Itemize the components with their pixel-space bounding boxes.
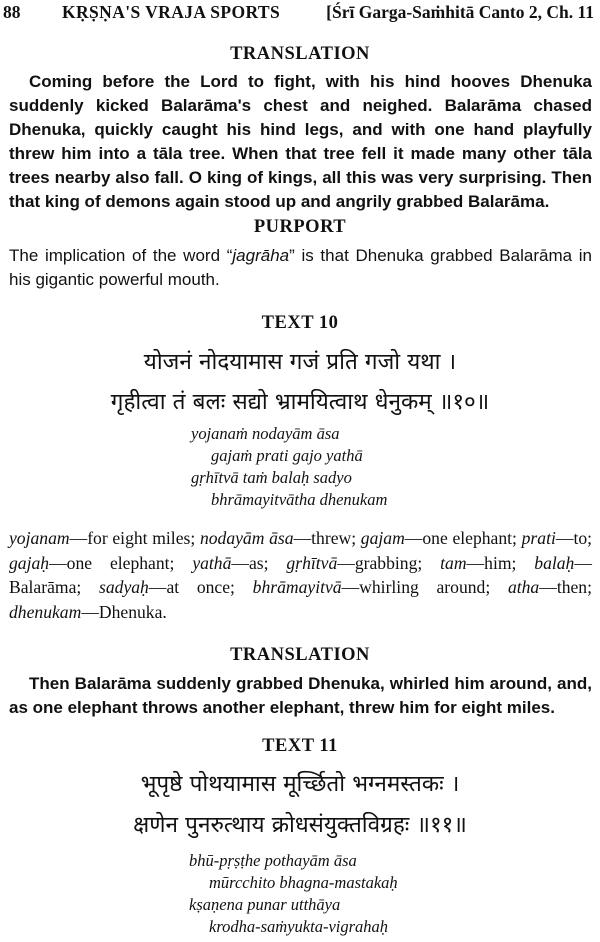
synonym-meaning: one elephant [422,528,513,548]
synonym-term: nodayām āsa [199,528,294,548]
transliteration-block [0,850,600,938]
translation-heading: TRANSLATION [230,44,370,64]
purport-text: The implication of the word “jagrāha” is that Dhenuka grabbed Balarāma in his gigantic powerful mouth. [9,246,592,289]
synonym-term: prati [521,528,556,548]
sanskrit-verse-line: योजनं नोदयामास गजं प्रति गजो यथा । [143,349,457,375]
synonym-term: balaḥ [534,552,575,573]
sanskrit-verse-line: क्षणेन पुनरुत्थाय क्रोधसंयुक्तविग्रहः ॥११॥ [133,812,467,838]
translation-heading: TRANSLATION [230,645,370,665]
synonym-meaning: as [249,552,264,573]
synonym-meaning: at once [166,577,231,597]
page-number: 88 [3,2,21,22]
book-title: KṚṢṆA'S VRAJA SPORTS [62,2,281,22]
synonym-meaning: Balarāma [9,577,77,597]
transliteration-line: gajaṁ prati gajo yathā [211,446,363,465]
synonym-term: yathā [192,552,232,573]
transliteration-line: bhū-pṛṣṭhe pothayām āsa [189,851,357,870]
synonym-term: bhrāmayitvā [252,577,342,597]
synonym-term: tam [440,552,467,573]
word-for-word-synonyms: yojanam—for eight miles; nodayām āsa—threw; gajam—one elephant; prati—to; gajaḥ—one elephant; yathā—as; gṛhītvā—grabbing; tam—him; balaḥ—Balarāma; sadyaḥ—at once; bhrāmayitvā—whirling around; atha—then; dhenukam—Dhenuka. [9,528,593,622]
purport-heading: PURPORT [253,217,347,237]
synonym-meaning: threw [311,528,352,548]
synonym-term: gajam [360,528,405,548]
purport-term: jagrāha [232,246,290,265]
synonym-meaning: him [484,552,512,573]
synonym-meaning: one elephant [66,552,170,573]
sanskrit-verse-line: गृहीत्वा तं बलः सद्यो भ्रामयित्वाथ धेनुकम् ॥१०॥ [110,389,490,415]
chapter-reference: [Śrī Garga-Saṁhitā Canto 2, Ch. 11 [326,2,594,22]
synonym-meaning: for eight miles [87,528,191,548]
synonym-meaning: Dhenuka [98,601,163,622]
synonym-term: atha [507,577,540,597]
transliteration-line: kṣaṇena punar utthāya [189,895,341,914]
text-11-heading: TEXT 11 [262,736,338,756]
synonym-term: yojanam [9,528,70,548]
synonym-term: gajaḥ [9,552,50,573]
synonym-meaning: whirling around [359,577,486,597]
translation-text: Coming before the Lord to fight, with his hind hooves Dhenuka suddenly kicked Balarāma's chest and neighed. Balarāma chased Dhenuka, quickly caught his hind legs, and with one hand playfully threw him into a tāla tree. When that tree fell it made many other tāla trees nearby also fall. O king of kings, all this was very surprising. Then that king of demons again stood up and angrily grabbed Balarāma. [9,72,592,211]
running-header [0,0,600,22]
synonym-term: sadyaḥ [99,577,149,597]
synonym-term: dhenukam [9,601,82,622]
sanskrit-verse-line: भूपृष्ठे पोथयामास मूर्च्छितो भग्नमस्तकः । [140,771,460,797]
synonym-meaning: then [556,577,588,597]
text-10-heading: TEXT 10 [261,313,339,333]
synonym-meaning: to [573,528,588,548]
synonym-meaning: grabbing [354,552,418,573]
transliteration-block [0,423,600,511]
synonym-term: gṛhītvā [286,552,338,573]
transliteration-line: bhrāmayitvātha dhenukam [211,490,388,509]
transliteration-line: yojanaṁ nodayām āsa [191,424,340,443]
translation-text: Then Balarāma suddenly grabbed Dhenuka, whirled him around, and, as one elephant throws another elephant, threw him for eight miles. [9,674,592,717]
transliteration-line: krodha-saṁyukta-vigrahaḥ [209,917,389,936]
transliteration-line: mūrcchito bhagna-mastakaḥ [209,873,398,892]
transliteration-line: gṛhītvā taṁ balaḥ sadyo [191,468,352,487]
